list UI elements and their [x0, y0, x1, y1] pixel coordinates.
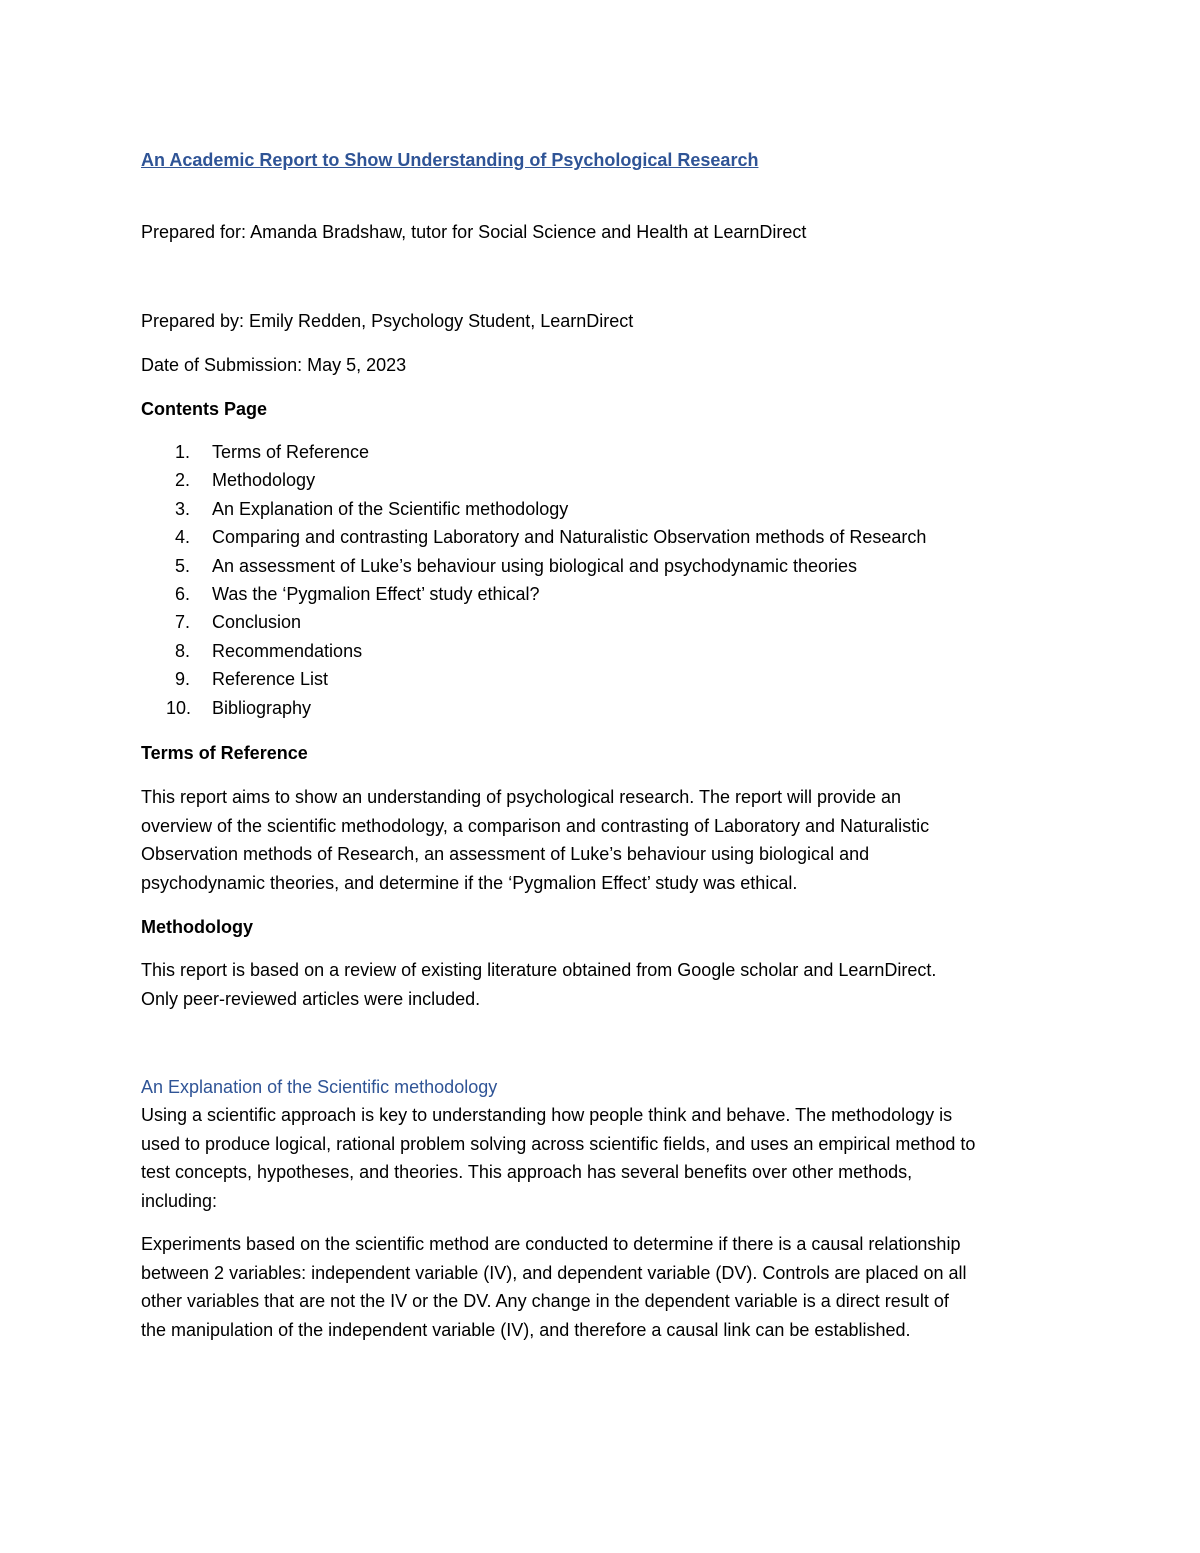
contents-item[interactable] [141, 694, 926, 722]
contents-item-label: Was the ‘Pygmalion Effect’ study ethical? [212, 583, 540, 604]
contents-item-number: 7. [175, 612, 191, 633]
submission-date-line: Date of Submission: May 5, 2023 [141, 355, 407, 375]
paragraph-line: the manipulation of the independent variable (IV), and therefore a causal link can be established. [141, 1319, 911, 1340]
paragraph-line: overview of the scientific methodology, a comparison and contrasting of Laboratory and Naturalistic [141, 815, 930, 836]
contents-item-number: 5. [175, 555, 191, 576]
contents-item-number: 9. [175, 669, 191, 690]
contents-item-label: Conclusion [212, 612, 302, 633]
paragraph-line: psychodynamic theories, and determine if the ‘Pygmalion Effect’ study was ethical. [141, 872, 798, 893]
contents-item[interactable] [141, 580, 926, 608]
terms-heading: Terms of Reference [141, 743, 308, 763]
contents-item-number: 1. [175, 442, 191, 462]
contents-item[interactable] [141, 466, 926, 494]
contents-item[interactable] [141, 552, 926, 580]
paragraph-line: Observation methods of Research, an assessment of Luke’s behaviour using biological and [141, 844, 870, 864]
paragraph-line: including: [141, 1190, 218, 1211]
report-title: An Academic Report to Show Understanding of Psychological Research [141, 150, 759, 170]
contents-item[interactable] [141, 495, 926, 523]
paragraph-line: This report is based on a review of existing literature obtained from Google scholar and LearnDirect. [141, 960, 937, 980]
paragraph-line: other variables that are not the IV or the DV. Any change in the dependent variable is a direct result of [141, 1291, 949, 1311]
paragraph-line: used to produce logical, rational problem solving across scientific fields, and uses an empirical method to [141, 1133, 976, 1154]
contents-item-label: Reference List [212, 669, 329, 690]
prepared-by-line: Prepared by: Emily Redden, Psychology Student, LearnDirect [141, 311, 634, 331]
contents-item[interactable] [141, 665, 926, 693]
contents-item[interactable] [141, 608, 926, 636]
terms-paragraph [141, 783, 1061, 897]
contents-item-number: 10. [166, 697, 192, 718]
paragraph-line: Only peer-reviewed articles were included. [141, 988, 481, 1009]
explanation-paragraph [141, 1101, 1061, 1215]
contents-item-label: An Explanation of the Scientific methodology [212, 498, 569, 519]
contents-item-label: Comparing and contrasting Laboratory and Naturalistic Observation methods of Research [212, 527, 927, 548]
contents-item-label: Terms of Reference [212, 442, 370, 462]
contents-item[interactable] [141, 438, 926, 466]
contents-item-number: 3. [175, 498, 191, 519]
methodology-heading: Methodology [141, 917, 253, 937]
contents-item-number: 4. [175, 527, 191, 548]
methodology-paragraph [141, 956, 1061, 1013]
contents-item-label: Recommendations [212, 640, 363, 661]
contents-heading: Contents Page [141, 399, 268, 419]
experiments-paragraph [141, 1230, 1061, 1344]
contents-item[interactable] [141, 523, 926, 551]
contents-item-label: An assessment of Luke’s behaviour using biological and psychodynamic theories [212, 555, 858, 576]
contents-item-number: 6. [175, 583, 191, 604]
contents-item-label: Methodology [212, 470, 316, 491]
contents-item[interactable] [141, 637, 926, 665]
paragraph-line: Experiments based on the scientific method are conducted to determine if there is a causal relationship [141, 1234, 961, 1254]
paragraph-line: Using a scientific approach is key to understanding how people think and behave. The methodology is [141, 1105, 953, 1125]
prepared-for-line: Prepared for: Amanda Bradshaw, tutor for Social Science and Health at LearnDirect [141, 222, 807, 242]
contents-item-label: Bibliography [212, 697, 312, 718]
explanation-heading: An Explanation of the Scientific methodology [141, 1077, 498, 1097]
paragraph-line: test concepts, hypotheses, and theories. This approach has several benefits over other methods, [141, 1162, 913, 1182]
contents-list [141, 438, 926, 722]
paragraph-line: This report aims to show an understanding of psychological research. The report will provide an [141, 787, 902, 807]
contents-item-number: 8. [175, 640, 191, 661]
paragraph-line: between 2 variables: independent variable (IV), and dependent variable (DV). Controls are placed on all [141, 1262, 967, 1283]
contents-item-number: 2. [175, 470, 191, 491]
